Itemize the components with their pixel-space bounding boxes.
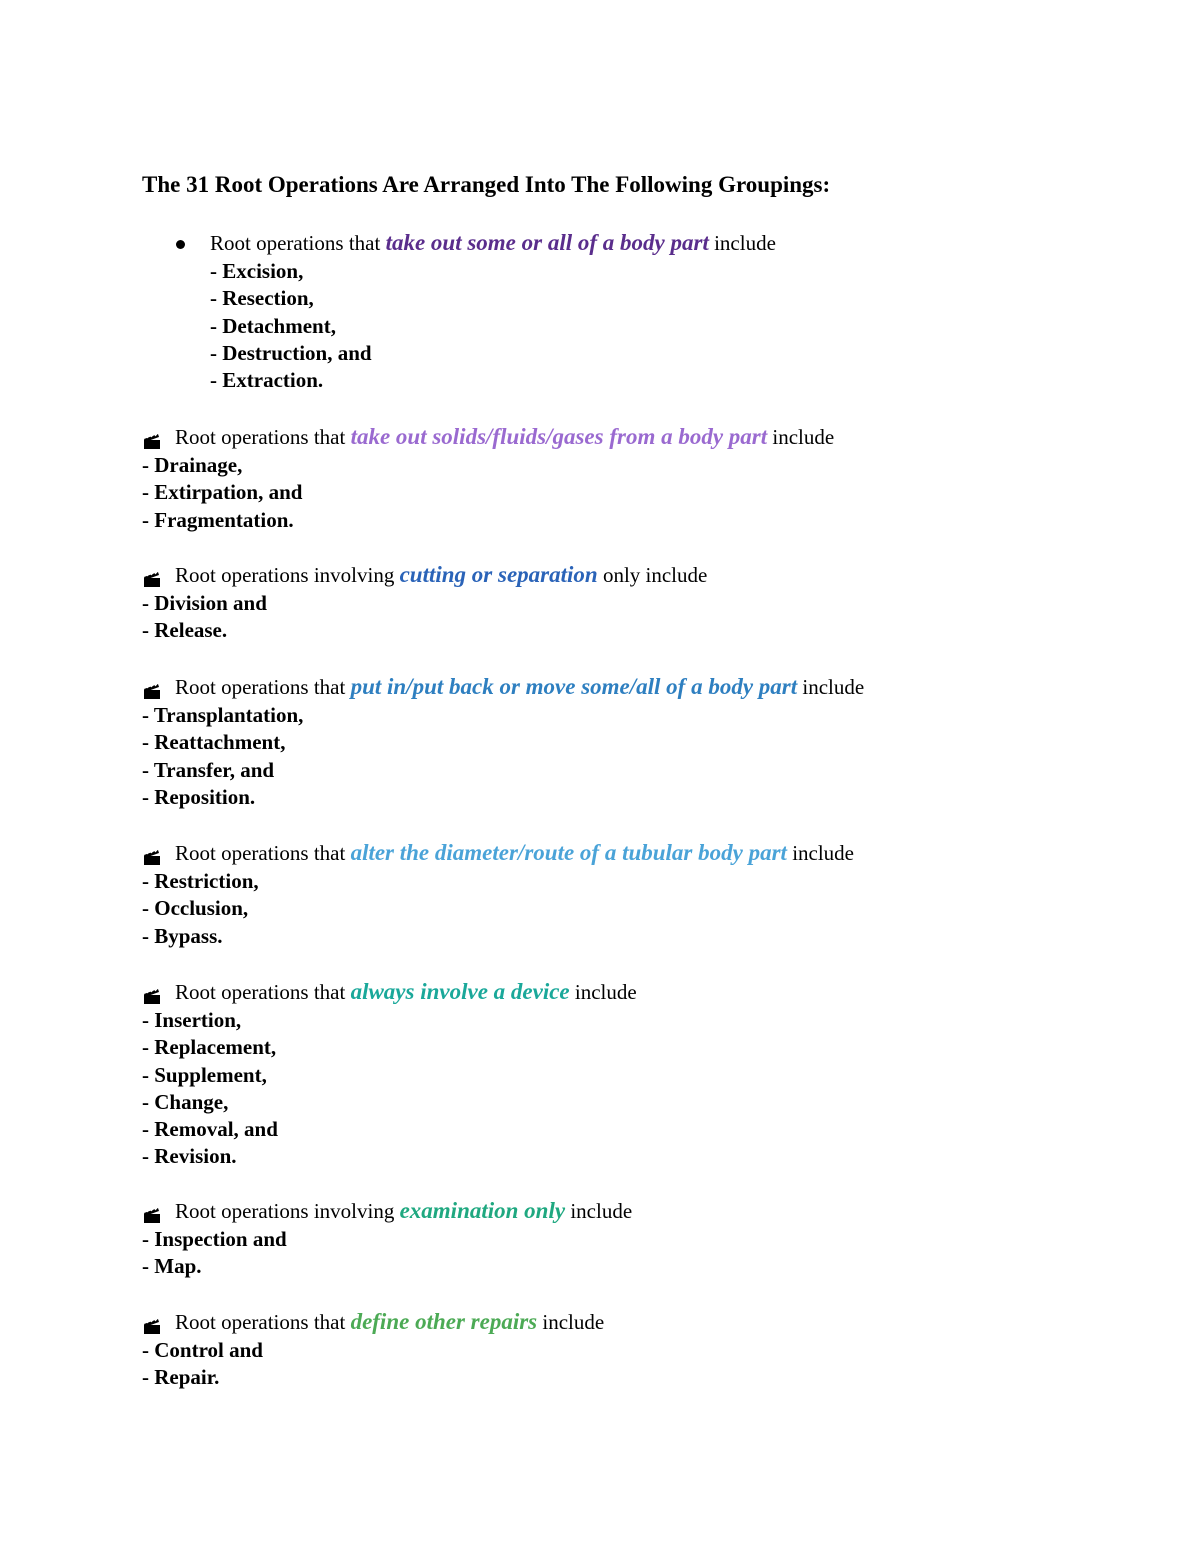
operation-item: - Division and [142, 591, 267, 615]
operation-item: - Transfer, and [142, 757, 275, 782]
intro-lead-text: Root operations involving [175, 1199, 395, 1223]
clapperboard-icon [143, 1202, 161, 1219]
operation-item: - Control and [142, 1338, 263, 1362]
grouping-intro [0, 838, 854, 868]
grouping-8 [0, 1307, 605, 1392]
operation-item: - Supplement, [142, 1062, 267, 1087]
highlighted-phrase: always involve a device [350, 979, 570, 1004]
grouping-intro [0, 977, 637, 1007]
grouping-intro [0, 1307, 605, 1337]
operation-item: - Reattachment, [142, 730, 286, 755]
operation-item: - Insertion, [142, 1008, 242, 1032]
operation-item: - Revision. [142, 1144, 237, 1169]
grouping-2 [0, 422, 835, 534]
operation-item: - Restriction, [142, 869, 259, 893]
operation-item: - Replacement, [142, 1035, 277, 1060]
operation-item: - Destruction, and [210, 340, 372, 365]
page-title: The 31 Root Operations Are Arranged Into The Following Groupings: [142, 172, 831, 197]
grouping-intro [0, 228, 776, 258]
clapperboard-icon [143, 428, 161, 445]
highlighted-phrase: cutting or separation [399, 562, 598, 587]
intro-tail-text: include [772, 425, 835, 449]
intro-lead-text: Root operations that [175, 675, 346, 699]
clapperboard-icon [143, 983, 161, 1000]
intro-tail-text: include [570, 1199, 633, 1223]
grouping-intro [0, 422, 835, 452]
operation-item: - Change, [142, 1089, 229, 1114]
operation-item: - Removal, and [142, 1117, 278, 1142]
operation-item: - Fragmentation. [142, 507, 294, 532]
intro-lead-text: Root operations that [175, 425, 346, 449]
highlighted-phrase: put in/put back or move some/all of a body part [350, 674, 798, 699]
operation-item: - Extirpation, and [142, 480, 303, 505]
operation-item: - Resection, [210, 286, 314, 311]
operation-item: - Excision, [210, 259, 304, 283]
intro-tail-text: include [714, 231, 776, 255]
grouping-6 [0, 977, 637, 1171]
grouping-1 [0, 228, 776, 394]
highlighted-phrase: alter the diameter/route of a tubular body part [350, 840, 787, 865]
grouping-4 [0, 672, 865, 811]
intro-tail-text: include [802, 675, 865, 699]
bullet-dot-icon [176, 240, 185, 249]
grouping-intro [0, 672, 865, 702]
highlighted-phrase: take out solids/fluids/gases from a body part [350, 424, 768, 449]
grouping-5 [0, 838, 854, 950]
highlighted-phrase: define other repairs [350, 1309, 538, 1334]
grouping-7 [0, 1196, 633, 1281]
intro-tail-text: include [574, 980, 637, 1004]
intro-tail-text: include [792, 841, 854, 865]
operation-item: - Map. [142, 1254, 202, 1279]
grouping-3 [0, 560, 708, 645]
operation-item: - Extraction. [210, 368, 324, 393]
operation-item: - Occlusion, [142, 896, 249, 921]
intro-tail-text: only include [602, 563, 708, 587]
intro-tail-text: include [542, 1310, 605, 1334]
grouping-intro [0, 1196, 633, 1226]
intro-lead-text: Root operations that [175, 841, 346, 865]
operation-item: - Transplantation, [142, 703, 304, 727]
intro-lead-text: Root operations that [175, 1310, 346, 1334]
intro-lead-text: Root operations that [175, 980, 346, 1004]
operation-item: - Reposition. [142, 784, 256, 809]
highlighted-phrase: examination only [399, 1198, 566, 1223]
clapperboard-icon [143, 678, 161, 695]
operation-item: - Drainage, [142, 453, 243, 477]
operation-item: - Release. [142, 618, 228, 643]
operation-item: - Inspection and [142, 1227, 287, 1251]
operation-item: - Detachment, [210, 313, 336, 338]
clapperboard-icon [143, 566, 161, 583]
clapperboard-icon [143, 1313, 161, 1330]
grouping-intro [0, 560, 708, 590]
operation-item: - Repair. [142, 1365, 220, 1390]
intro-lead-text: Root operations that [210, 231, 381, 255]
highlighted-phrase: take out some or all of a body part [385, 230, 709, 255]
clapperboard-icon [143, 844, 161, 861]
operation-item: - Bypass. [142, 923, 223, 948]
intro-lead-text: Root operations involving [175, 563, 395, 587]
